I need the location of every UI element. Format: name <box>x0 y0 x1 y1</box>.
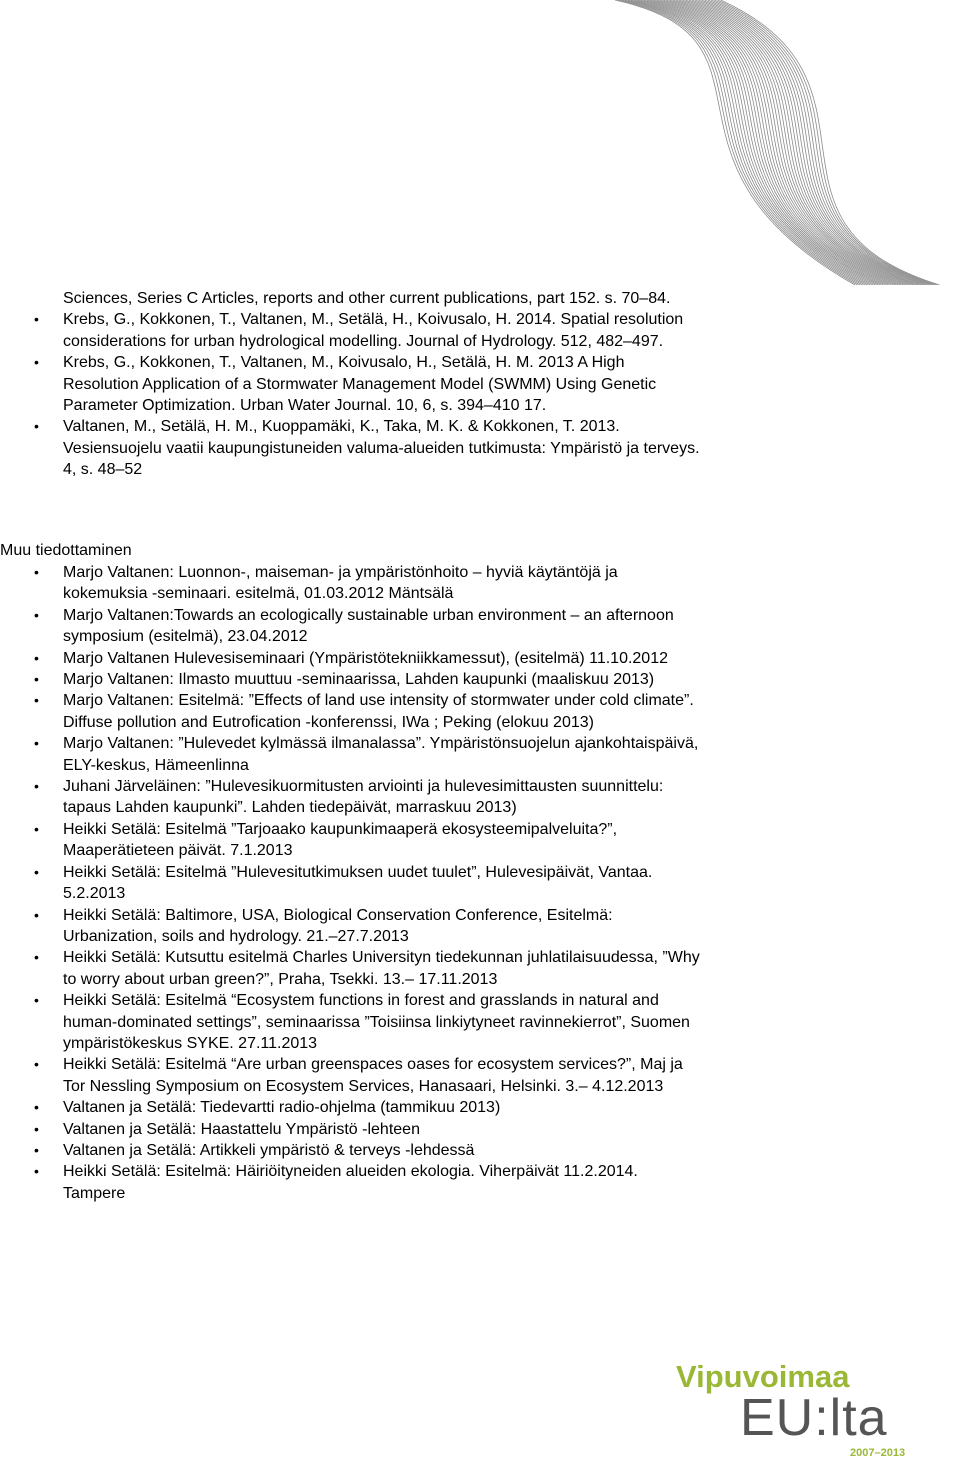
reference-list <box>0 288 960 481</box>
media-text: Valtanen ja Setälä: Artikkeli ympäristö & terveys -lehdessä <box>63 1141 475 1159</box>
bullet-icon: • <box>34 778 39 795</box>
media-list <box>0 562 960 1204</box>
media-text: Marjo Valtanen:Towards an ecologically sustainable urban environment – an afternoon symposium (esitelmä), 23.04.2012 <box>63 606 674 646</box>
media-text: Marjo Valtanen: Ilmasto muuttuu -seminaarissa, Lahden kaupunki (maaliskuu 2013) <box>63 671 655 689</box>
logo-line1: Vipuvoimaa <box>676 1359 850 1394</box>
bullet-icon: • <box>34 418 39 435</box>
bullet-icon: • <box>34 692 39 709</box>
media-text: Marjo Valtanen Hulevesiseminaari (Ympäristötekniikkamessut), (esitelmä) 11.10.2012 <box>63 649 668 667</box>
media-item <box>0 1161 703 1204</box>
media-text: Marjo Valtanen: Esitelmä: ”Effects of land use intensity of stormwater under cold climate”. Diffuse pollution and Eutrofication -konferenssi, IWa ; Peking (elokuu 2013) <box>63 692 694 731</box>
bullet-icon: • <box>34 735 39 752</box>
section-title: Muu tiedottaminen <box>0 542 132 559</box>
media-text: Marjo Valtanen: ”Hulevedet kylmässä ilmanalassa”. Ympäristönsuojelun ajankohtaispäivä, ELY-keskus, Hämeenlinna <box>63 735 699 774</box>
media-item <box>0 905 703 948</box>
wave-line <box>717 0 937 285</box>
media-text: Valtanen ja Setälä: Haastattelu Ympäristö -lehteen <box>63 1120 420 1138</box>
bullet-icon: • <box>34 564 39 580</box>
media-text: Heikki Setälä: Esitelmä ”Tarjoaako kaupunkimaaperä ekosysteemipalveluita?”, Maaperätieteen päivät. 7.1.2013 <box>63 820 618 860</box>
media-text: Heikki Setälä: Baltimore, USA, Biological Conservation Conference, Esitelmä: Urbanization, soils and hydrology. 21.–27.7.2013 <box>63 906 613 945</box>
media-text: Valtanen ja Setälä: Tiedevartti radio-ohjelma (tammikuu 2013) <box>63 1099 501 1117</box>
media-text: Heikki Setälä: Esitelmä “Ecosystem functions in forest and grasslands in natural and human-dominated settings”, seminaarissa ”Toisiinsa linkiytyneet ravinnekierrot”, Suomen ympäristökeskus SYKE. 27.11.2013 <box>63 992 690 1052</box>
bullet-icon: • <box>34 863 39 880</box>
media-text: Heikki Setälä: Kutsuttu esitelmä Charles Universityn tiedekunnan juhlatilaisuudessa, ”Why to worry about urban green?”, Praha, Tsekki. 13.– 17.11.2013 <box>63 949 700 988</box>
media-text: Marjo Valtanen: Luonnon-, maiseman- ja ympäristönhoito – hyviä käytäntöjä ja kokemuksia -seminaari. esitelmä, 01.03.2012 Mäntsälä <box>63 564 618 603</box>
bullet-icon: • <box>34 1120 39 1137</box>
media-item <box>0 1097 703 1118</box>
media-item <box>0 1140 703 1161</box>
reference-item <box>0 352 703 416</box>
bullet-icon: • <box>34 606 39 623</box>
reference-text: Krebs, G., Kokkonen, T., Valtanen, M., Setälä, H., Koivusalo, H. 2014. Spatial resolution considerations for urban hydrological modelling. Journal of Hydrology. 512, 482–497. <box>63 311 684 350</box>
reference-text: Sciences, Series C Articles, reports and other current publications, part 152. s. 70–84. <box>63 290 671 307</box>
bullet-icon: • <box>34 1056 39 1073</box>
media-item <box>0 819 703 862</box>
bullet-icon: • <box>34 649 39 666</box>
bullet-icon: • <box>34 671 39 688</box>
media-item <box>0 1119 703 1140</box>
media-item <box>0 776 703 819</box>
reference-text: Valtanen, M., Setälä, H. M., Kuoppamäki, K., Taka, M. K. & Kokkonen, T. 2013. Vesiensuojelu vaatii kaupungistuneiden valuma-alueiden tutkimusta: Ympäristö ja terveys. 4, s. 48–52 <box>63 418 700 479</box>
reference-item <box>0 416 703 480</box>
media-item <box>0 562 703 605</box>
bullet-icon: • <box>34 906 39 923</box>
bullet-icon: • <box>34 949 39 966</box>
media-text: Juhani Järveläinen: ”Hulevesikuormitusten arviointi ja hulevesimittausten suunnittelu: tapaus Lahden kaupunki”. Lahden tiedepäivät, marraskuu 2013) <box>63 778 664 817</box>
media-item <box>0 605 703 648</box>
media-item <box>0 1054 703 1097</box>
bullet-icon: • <box>34 992 39 1009</box>
vipuvoimaa-eu-logo <box>676 1360 916 1468</box>
media-item <box>0 947 703 990</box>
media-item <box>0 733 703 776</box>
media-text: Heikki Setälä: Esitelmä ”Hulevesitutkimuksen uudet tuulet”, Hulevesipäivät, Vantaa. 5.2.2013 <box>63 863 653 903</box>
bullet-icon: • <box>34 1141 39 1158</box>
bullet-icon: • <box>34 354 39 371</box>
wave-lines-graphic <box>595 0 960 285</box>
bullet-icon: • <box>34 1163 39 1180</box>
media-item <box>0 990 703 1054</box>
reference-item <box>0 309 703 352</box>
logo-years: 2007–2013 <box>850 1447 906 1459</box>
media-item <box>0 648 703 669</box>
media-item <box>0 690 703 733</box>
media-item <box>0 862 703 905</box>
media-text: Heikki Setälä: Esitelmä “Are urban greenspaces oases for ecosystem services?”, Maj ja Tor Nessling Symposium on Ecosystem Services, Hanasaari, Helsinki. 3.– 4.12.2013 <box>63 1056 683 1095</box>
media-item <box>0 669 703 690</box>
bullet-icon: • <box>34 820 39 837</box>
bullet-icon: • <box>34 311 39 328</box>
logo-line2: EU:lta <box>740 1389 888 1447</box>
reference-item <box>0 288 703 309</box>
reference-text: Krebs, G., Kokkonen, T., Valtanen, M., Koivusalo, H., Setälä, H. M. 2013 A High Resolution Application of a Stormwater Management Model (SWMM) Using Genetic Parameter Optimization. Urban Water Journal. 10, 6, s. 394–410 17. <box>63 354 657 415</box>
bullet-icon: • <box>34 1099 39 1116</box>
media-text: Heikki Setälä: Esitelmä: Häiriöityneiden alueiden ekologia. Viherpäivät 11.2.2014. Tampere <box>63 1163 638 1202</box>
